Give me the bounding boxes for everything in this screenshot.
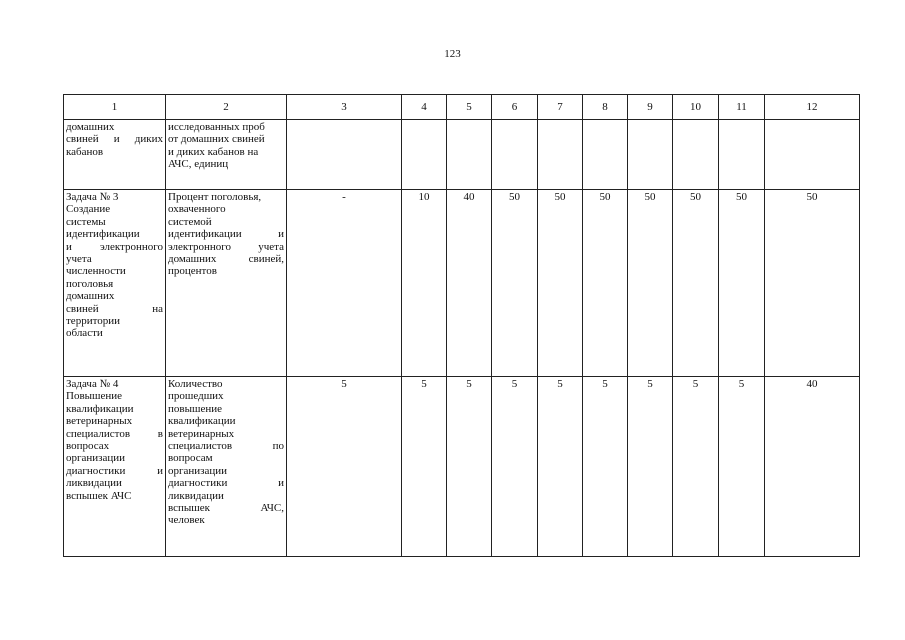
cell-text-line: ликвидации	[66, 477, 122, 490]
table-row	[64, 377, 860, 557]
cell-text-line: ликвидации	[168, 489, 224, 502]
cell-text-line: поголовья	[66, 277, 114, 290]
column-header: 9	[628, 95, 673, 120]
value-cell: 10	[402, 190, 447, 377]
indicator-cell	[166, 377, 287, 557]
value-cell	[673, 120, 719, 190]
table-row	[64, 120, 860, 190]
cell-text-line: учета	[66, 253, 92, 266]
cell-text-line: специалистов по	[168, 440, 284, 453]
cell-text-line: ветеринарных	[168, 427, 235, 440]
value-cell: 5	[402, 377, 447, 557]
cell-text-line: от домашних свиней	[168, 133, 265, 146]
task-cell	[64, 120, 166, 190]
cell-text-line: системой	[168, 215, 212, 228]
value-cell	[287, 120, 402, 190]
value-cell	[538, 120, 583, 190]
value-cell	[447, 120, 492, 190]
cell-text-line: и электронного	[66, 240, 163, 253]
cell-text-line: Создание	[66, 203, 111, 216]
column-header: 4	[402, 95, 447, 120]
cell-text-line: идентификации	[66, 228, 140, 241]
cell-text-line: вспышек АЧС	[66, 489, 132, 502]
value-cell: 5	[719, 377, 765, 557]
cell-text-line: кабанов	[66, 145, 104, 158]
column-header: 8	[583, 95, 628, 120]
cell-text-line: области	[66, 327, 103, 340]
column-header: 3	[287, 95, 402, 120]
cell-text-line: электронного учета	[168, 240, 284, 253]
value-cell	[719, 120, 765, 190]
column-header: 1	[64, 95, 166, 120]
column-header: 10	[673, 95, 719, 120]
cell-text-line: Повышение	[66, 390, 123, 403]
value-cell	[628, 120, 673, 190]
cell-text-line: вопросах	[66, 440, 110, 453]
cell-text-line: ветеринарных	[66, 415, 133, 428]
cell-text-line: системы	[66, 215, 106, 228]
cell-text-line: вопросам	[168, 452, 213, 465]
value-cell: 50	[538, 190, 583, 377]
cell-text-line: территории	[66, 315, 121, 328]
column-header: 6	[492, 95, 538, 120]
indicator-cell	[166, 190, 287, 377]
table-row	[64, 190, 860, 377]
cell-text-line: АЧС, единиц	[168, 158, 229, 171]
cell-text-line: организации	[66, 452, 126, 465]
column-header: 2	[166, 95, 287, 120]
cell-text-line: вспышек АЧС,	[168, 502, 284, 515]
value-cell: 5	[628, 377, 673, 557]
cell-text-line: домашних	[66, 121, 115, 133]
cell-text-line: процентов	[168, 265, 217, 278]
cell-text-line: свиней и диких	[66, 133, 163, 146]
value-cell: 50	[492, 190, 538, 377]
cell-text-line: Количество	[168, 378, 223, 390]
value-cell: 5	[583, 377, 628, 557]
value-cell: 40	[765, 377, 860, 557]
indicator-cell	[166, 120, 287, 190]
cell-text-line: домашних свиней,	[168, 253, 284, 266]
cell-text-line: диагностики и	[168, 477, 284, 490]
task-cell	[64, 377, 166, 557]
value-cell: 40	[447, 190, 492, 377]
cell-text-line: диагностики и	[66, 464, 163, 477]
cell-text-line: повышение	[168, 402, 222, 415]
cell-text-line: и диких кабанов на	[168, 145, 259, 158]
cell-text-line: свиней на	[66, 302, 163, 315]
value-cell	[765, 120, 860, 190]
column-header: 5	[447, 95, 492, 120]
cell-text-line: Задача № 3	[66, 191, 119, 203]
cell-text-line: Задача № 4	[66, 378, 119, 390]
header-row	[64, 95, 860, 120]
cell-text-line: численности	[66, 265, 126, 278]
column-header: 12	[765, 95, 860, 120]
cell-text-line: исследованных проб	[168, 121, 265, 133]
cell-text-line: квалификации	[168, 415, 236, 428]
value-cell	[583, 120, 628, 190]
page-number: 123	[444, 48, 461, 60]
data-table	[63, 94, 860, 557]
cell-text-line: человек	[168, 514, 205, 527]
cell-text-line: домашних	[66, 290, 115, 303]
value-cell: 5	[492, 377, 538, 557]
value-cell: 5	[447, 377, 492, 557]
task-cell	[64, 190, 166, 377]
value-cell	[492, 120, 538, 190]
value-cell	[402, 120, 447, 190]
cell-text-line: Процент поголовья,	[168, 191, 262, 203]
value-cell: 50	[628, 190, 673, 377]
cell-text-line: специалистов в	[66, 427, 163, 440]
value-cell: 50	[673, 190, 719, 377]
value-cell: 5	[538, 377, 583, 557]
value-cell: 5	[673, 377, 719, 557]
value-cell: 50	[583, 190, 628, 377]
column-header: 11	[719, 95, 765, 120]
value-cell: 5	[287, 377, 402, 557]
column-header: 7	[538, 95, 583, 120]
cell-text-line: идентификации и	[168, 228, 284, 241]
value-cell: 50	[719, 190, 765, 377]
cell-text-line: квалификации	[66, 402, 134, 415]
cell-text-line: организации	[168, 464, 228, 477]
value-cell: 50	[765, 190, 860, 377]
cell-text-line: прошедших	[168, 390, 224, 403]
cell-text-line: охваченного	[168, 203, 226, 216]
value-cell: -	[287, 190, 402, 377]
